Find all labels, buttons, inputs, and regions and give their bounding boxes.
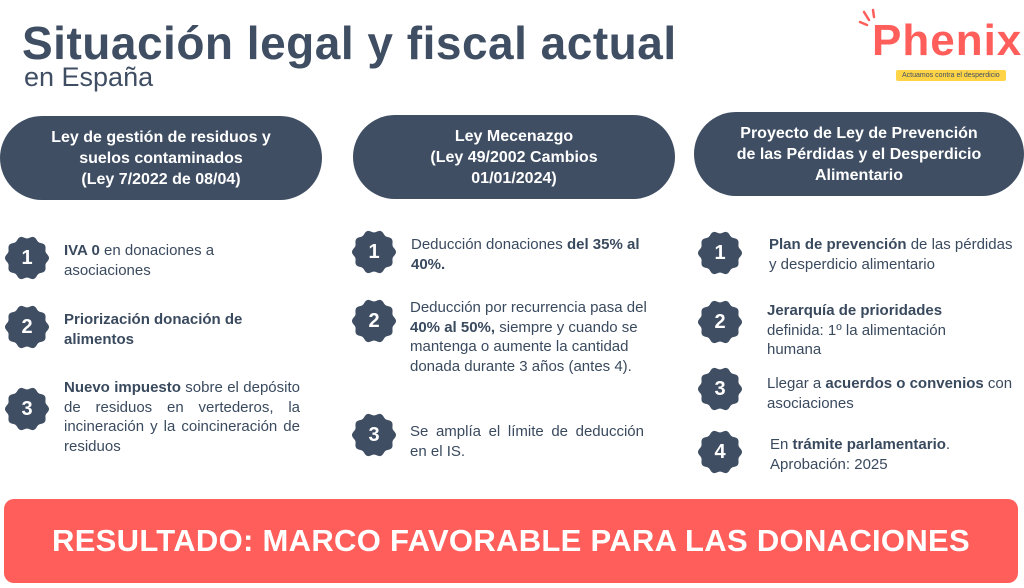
number-badge: 1 xyxy=(352,230,396,274)
heading-line: 01/01/2024) xyxy=(471,169,557,187)
result-text: RESULTADO: MARCO FAVORABLE PARA LAS DONACIONES xyxy=(52,523,970,558)
number-badge: 3 xyxy=(352,413,396,457)
item-text-bold: Jerarquía de prioridades xyxy=(767,302,943,319)
item-text-segment: Llegar a xyxy=(767,375,826,392)
item-text-segment: con asociaciones xyxy=(767,375,1013,412)
heading-ley-mecenazgo xyxy=(353,115,675,199)
item-text-segment: En xyxy=(770,436,793,453)
item-text-segment: de las pérdidas y desperdicio alimentario xyxy=(769,236,1013,273)
item-text xyxy=(767,301,987,360)
result-banner xyxy=(4,499,1018,583)
page-title: Situación legal y fiscal actual xyxy=(22,17,677,69)
number-badge: 2 xyxy=(698,300,742,344)
heading-line: de las Pérdidas y el Desperdicio xyxy=(736,145,982,163)
item-text-bold: Nuevo impuesto xyxy=(64,379,181,396)
number-badge: 3 xyxy=(698,367,742,411)
heading-line: Proyecto de Ley de Prevención xyxy=(740,124,978,142)
item-text-segment: sobre el depósito de residuos en vertederos, la incineración y la coincineración de residuos xyxy=(64,379,300,455)
item-text xyxy=(64,378,300,456)
number-badge: 1 xyxy=(698,231,742,275)
item-text-segment: en donaciones a asociaciones xyxy=(64,242,215,279)
item-text-bold: Priorización donación de alimentos xyxy=(64,311,243,348)
item-text-segment: Deducción donaciones xyxy=(411,236,567,253)
item-text-segment: Se amplía el límite de deducción en el IS. xyxy=(410,423,644,460)
heading-line: (Ley 49/2002 Cambios xyxy=(430,148,598,166)
number-badge: 3 xyxy=(5,387,49,431)
item-text xyxy=(64,241,304,280)
page-subtitle: en España xyxy=(24,62,154,92)
item-text xyxy=(410,422,644,461)
logo-tagline: Actuamos contra el desperdicio xyxy=(896,70,1006,81)
item-text xyxy=(64,310,304,349)
logo-wordmark: Phenix xyxy=(872,16,1023,65)
item-text-bold: del 35% al 40%. xyxy=(411,236,640,273)
item-text-segment: definida: 1º la alimentación humana xyxy=(767,321,946,358)
item-text-segment: siempre y cuando se mantenga o aumente la cantidad donada durante 3 años (antes 4). xyxy=(410,318,638,375)
item-text-bold: IVA 0 xyxy=(64,242,100,259)
heading-ley-residuos xyxy=(0,116,322,200)
heading-line: Alimentario xyxy=(814,166,903,184)
number-badge: 1 xyxy=(5,236,49,280)
item-text xyxy=(411,235,661,274)
item-text-bold: 40% al 50%, xyxy=(410,318,496,336)
heading-line: Ley Mecenazgo xyxy=(454,127,574,145)
item-text-segment: . Aprobación: 2025 xyxy=(770,436,951,473)
item-text-bold: acuerdos o convenios xyxy=(825,375,984,392)
item-text-segment: Deducción por recurrencia pasa del xyxy=(410,299,647,316)
item-text-bold: Plan de prevención xyxy=(769,236,907,253)
heading-line: (Ley 7/2022 de 08/04) xyxy=(81,170,241,188)
heading-proyecto-ley-desperdicio xyxy=(694,112,1024,196)
number-badge: 2 xyxy=(5,305,49,349)
heading-line: suelos contaminados xyxy=(79,149,243,167)
item-text xyxy=(769,235,1023,274)
number-badge: 2 xyxy=(352,299,396,343)
item-text xyxy=(767,374,1021,413)
item-text xyxy=(410,298,676,376)
item-text xyxy=(770,435,984,474)
heading-line: Ley de gestión de residuos y xyxy=(51,128,271,146)
item-text-bold: trámite parlamentario xyxy=(792,436,946,453)
phenix-logo xyxy=(858,8,1024,88)
number-badge: 4 xyxy=(698,430,742,474)
